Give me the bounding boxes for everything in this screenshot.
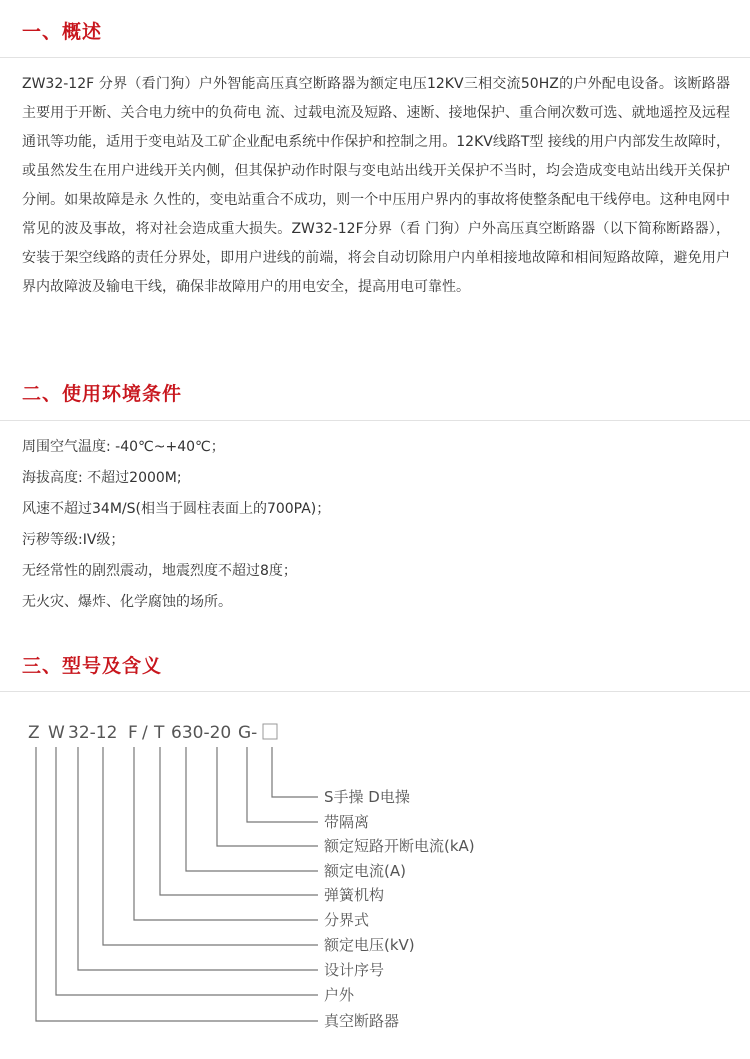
conditions-list	[22, 432, 730, 618]
section-title-overview: 一、概述	[22, 21, 103, 43]
meaning-spring-mechanism: 弹簧机构	[324, 886, 385, 904]
divider	[0, 691, 750, 692]
meaning-short-circuit-current: 额定短路开断电流(kA)	[324, 837, 475, 855]
condition-item-vibration: 无经常性的剧烈震动，地震烈度不超过8度；	[22, 563, 297, 579]
code-part-current: 630-20	[171, 723, 232, 743]
option-box	[263, 724, 277, 739]
meaning-outdoor: 户外	[324, 986, 355, 1004]
meaning-rated-voltage: 额定电压(kV)	[324, 936, 415, 954]
overview-paragraph: ZW32-12F 分界（看门狗）户外智能高压真空断路器为额定电压12KV三相交流50HZ的户外配电设备。该断路器主要用于开断、关合电力统中的负荷电 流、过载电流及短路、速断、接地保护、重合闸次数可选、就地遥控及远程通讯等功能，适用于变电站及工矿企业配电系统中作保护和控制之用。12KV线路T型 接线的用户内部发生故障时，或虽然发生在用户进线开关内侧，但其保护动作时限与变电站出线开关保护不当时，均会造成变电站出线开关保护分闸。如果故障是永 久性的，变电站重合不成功，则一个中压用户界内的事故将使整条配电干线停电。这种电网中常见的波及事故，将对社会造成重大损失。ZW32-12F分界（看 门狗）户外高压真空断路器（以下简称断路器），安装于架空线路的责任分界处，即用户进线的前端，将会自动切除用户内单相接地故障和相间短路故障，避免用户 界内故障波及输电干线，确保非故障用户的用电安全，提高用电可靠性。	[22, 76, 730, 295]
model-code-diagram	[0, 705, 750, 1050]
code-part-design-voltage: 32-12	[68, 723, 118, 743]
section-title-conditions: 二、使用环境条件	[22, 383, 183, 405]
code-part-slash: /	[142, 723, 148, 743]
meaning-design-serial: 设计序号	[324, 961, 385, 979]
section-title-model: 三、型号及含义	[22, 655, 163, 677]
code-part-g: G-	[238, 723, 258, 743]
code-part-w: W	[48, 723, 65, 743]
meaning-rated-current: 额定电流(A)	[324, 862, 406, 880]
condition-item-pollution: 污秽等级:IV级；	[22, 532, 125, 548]
code-part-t: T	[154, 723, 165, 743]
meaning-vacuum-breaker: 真空断路器	[324, 1012, 400, 1030]
meaning-boundary-type: 分界式	[324, 911, 370, 929]
meaning-operation: S手操 D电操	[324, 788, 410, 806]
meaning-isolation: 带隔离	[324, 813, 370, 831]
code-part-z: Z	[28, 723, 40, 743]
condition-item-environment: 无火灾、爆炸、化学腐蚀的场所。	[22, 594, 232, 610]
condition-item-altitude: 海拔高度: 不超过2000M;	[22, 470, 182, 486]
divider	[0, 57, 750, 58]
condition-item-temperature: 周围空气温度: -40℃~+40℃；	[22, 439, 225, 455]
condition-item-wind: 风速不超过34M/S(相当于圆柱表面上的700PA)；	[22, 501, 331, 517]
code-part-f: F	[128, 723, 138, 743]
divider	[0, 420, 750, 421]
